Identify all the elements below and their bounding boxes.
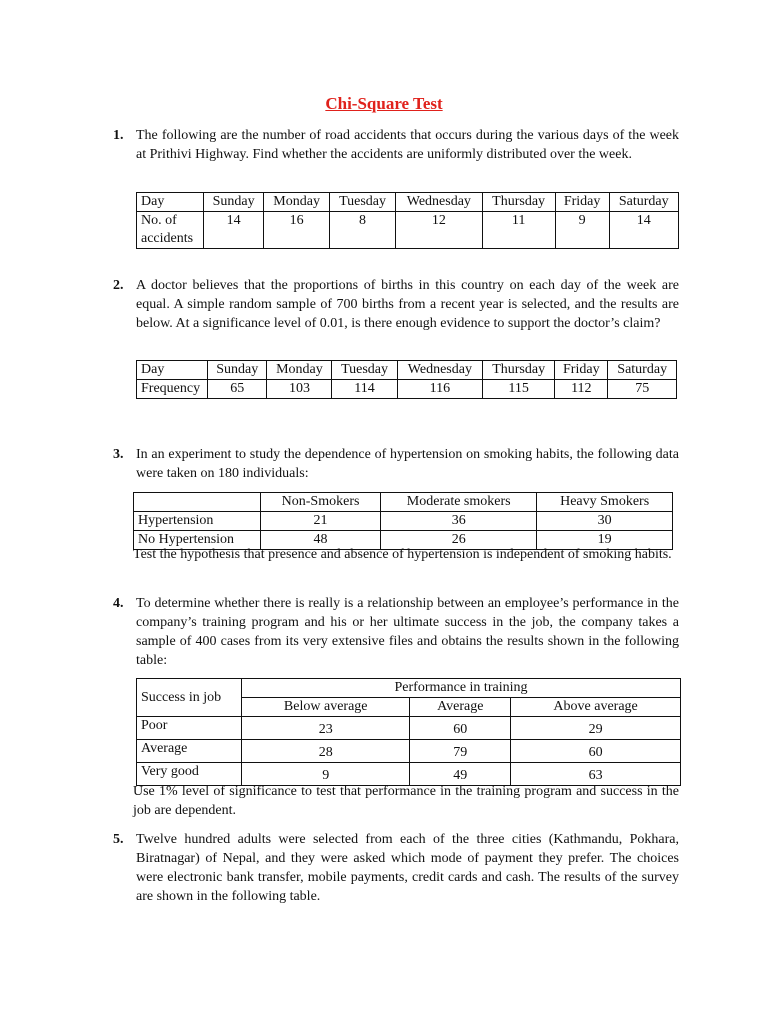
table-cell: Saturday <box>609 193 678 212</box>
table-row <box>137 212 679 249</box>
births-table <box>136 360 677 399</box>
table-row <box>137 380 677 399</box>
table-cell: Friday <box>555 361 608 380</box>
table-cell: Tuesday <box>330 193 396 212</box>
table-cell: 49 <box>410 763 511 786</box>
table-cell: Below average <box>242 698 410 717</box>
table-cell: 23 <box>242 717 410 740</box>
performance-table <box>136 678 681 786</box>
accidents-table <box>136 192 679 249</box>
table-cell: Performance in training <box>242 679 681 698</box>
table-cell: Monday <box>264 193 330 212</box>
question-number: 3. <box>113 447 124 462</box>
table-cell: Frequency <box>137 380 208 399</box>
question-text: To determine whether there is really is a relationship between an employee’s performance in the company’s training program and his or her ultimate success in the job, the company takes a sample of 400 cases from its very extensive files and obtains the results shown in the following table: <box>136 596 679 668</box>
table-cell: Non-Smokers <box>261 493 381 512</box>
table-cell: Thursday <box>482 193 555 212</box>
table-cell: Very good <box>137 763 242 786</box>
table-row <box>137 740 681 763</box>
question-number: 5. <box>113 832 124 847</box>
table-cell: 16 <box>264 212 330 249</box>
table-cell: Hypertension <box>134 512 261 531</box>
table-cell: 79 <box>410 740 511 763</box>
table-cell: 114 <box>332 380 397 399</box>
question-1 <box>114 126 679 164</box>
table-cell: Saturday <box>608 361 677 380</box>
table-cell: Heavy Smokers <box>537 493 673 512</box>
table-cell: Wednesday <box>397 361 482 380</box>
table-cell: 11 <box>482 212 555 249</box>
table-cell: 8 <box>330 212 396 249</box>
hypertension-table <box>133 492 673 550</box>
table-cell: 65 <box>208 380 267 399</box>
table-cell: 19 <box>537 531 673 550</box>
table-cell: 28 <box>242 740 410 763</box>
question-2 <box>114 276 679 333</box>
table-cell: 12 <box>396 212 482 249</box>
table-cell <box>134 493 261 512</box>
table-cell: Above average <box>511 698 681 717</box>
table-cell: 9 <box>242 763 410 786</box>
table-row <box>137 361 677 380</box>
table-cell: Monday <box>267 361 332 380</box>
question-number: 4. <box>113 596 124 611</box>
question-text: The following are the number of road accidents that occurs during the various days of the week at Prithivi Highway. Find whether the accidents are uniformly distributed over the week. <box>136 128 679 162</box>
table-cell: Sunday <box>208 361 267 380</box>
table-row <box>134 512 673 531</box>
table-row <box>134 493 673 512</box>
table-row <box>137 679 681 698</box>
question-number: 1. <box>113 128 124 143</box>
table-cell: No Hypertension <box>134 531 261 550</box>
table-cell: 29 <box>511 717 681 740</box>
table-cell: 21 <box>261 512 381 531</box>
table-cell: Tuesday <box>332 361 397 380</box>
table-cell: 115 <box>483 380 555 399</box>
question-number: 2. <box>113 278 124 293</box>
table-cell: 9 <box>555 212 609 249</box>
table-cell: Wednesday <box>396 193 482 212</box>
page-title: Chi-Square Test <box>325 94 443 113</box>
question-text: Twelve hundred adults were selected from each of the three cities (Kathmandu, Pokhara, Biratnagar) of Nepal, and they were asked which mode of payment they prefer. The choices were electronic bank transfer, mobile payments, credit cards and cash. The results of the survey are shown in the following table. <box>136 832 679 904</box>
table-cell: Average <box>137 740 242 763</box>
table-cell: Day <box>137 361 208 380</box>
question-3 <box>114 445 679 483</box>
table-cell: Sunday <box>204 193 264 212</box>
table-cell: Friday <box>555 193 609 212</box>
question-note: Test the hypothesis that presence and absence of hypertension is independent of smoking habits. <box>133 547 672 562</box>
table-cell: Success in job <box>137 679 242 717</box>
table-cell: 60 <box>511 740 681 763</box>
question-4 <box>114 594 679 670</box>
table-row <box>137 717 681 740</box>
table-cell: 112 <box>555 380 608 399</box>
table-cell: 14 <box>204 212 264 249</box>
table-cell: 36 <box>381 512 537 531</box>
table-cell: No. of accidents <box>137 212 204 249</box>
table-cell: Day <box>137 193 204 212</box>
table-cell: Poor <box>137 717 242 740</box>
question-text: A doctor believes that the proportions of births in this country on each day of the week are equal. A simple random sample of 700 births from a recent year is selected, and the results are below. At a significance level of 0.01, is there enough evidence to support the doctor’s claim? <box>136 278 679 331</box>
table-cell: 14 <box>609 212 678 249</box>
table-cell: Moderate smokers <box>381 493 537 512</box>
table-cell: 26 <box>381 531 537 550</box>
table-cell: 60 <box>410 717 511 740</box>
table-cell: Thursday <box>483 361 555 380</box>
table-cell: Average <box>410 698 511 717</box>
question-note: Use 1% level of significance to test that performance in the training program and success in the job are dependent. <box>133 784 679 818</box>
table-cell: 30 <box>537 512 673 531</box>
question-text: In an experiment to study the dependence of hypertension on smoking habits, the following data were taken on 180 individuals: <box>136 447 679 481</box>
table-cell: 103 <box>267 380 332 399</box>
table-row <box>137 193 679 212</box>
table-cell: 75 <box>608 380 677 399</box>
question-5 <box>114 830 679 906</box>
table-cell: 116 <box>397 380 482 399</box>
table-cell: 48 <box>261 531 381 550</box>
table-cell: 63 <box>511 763 681 786</box>
